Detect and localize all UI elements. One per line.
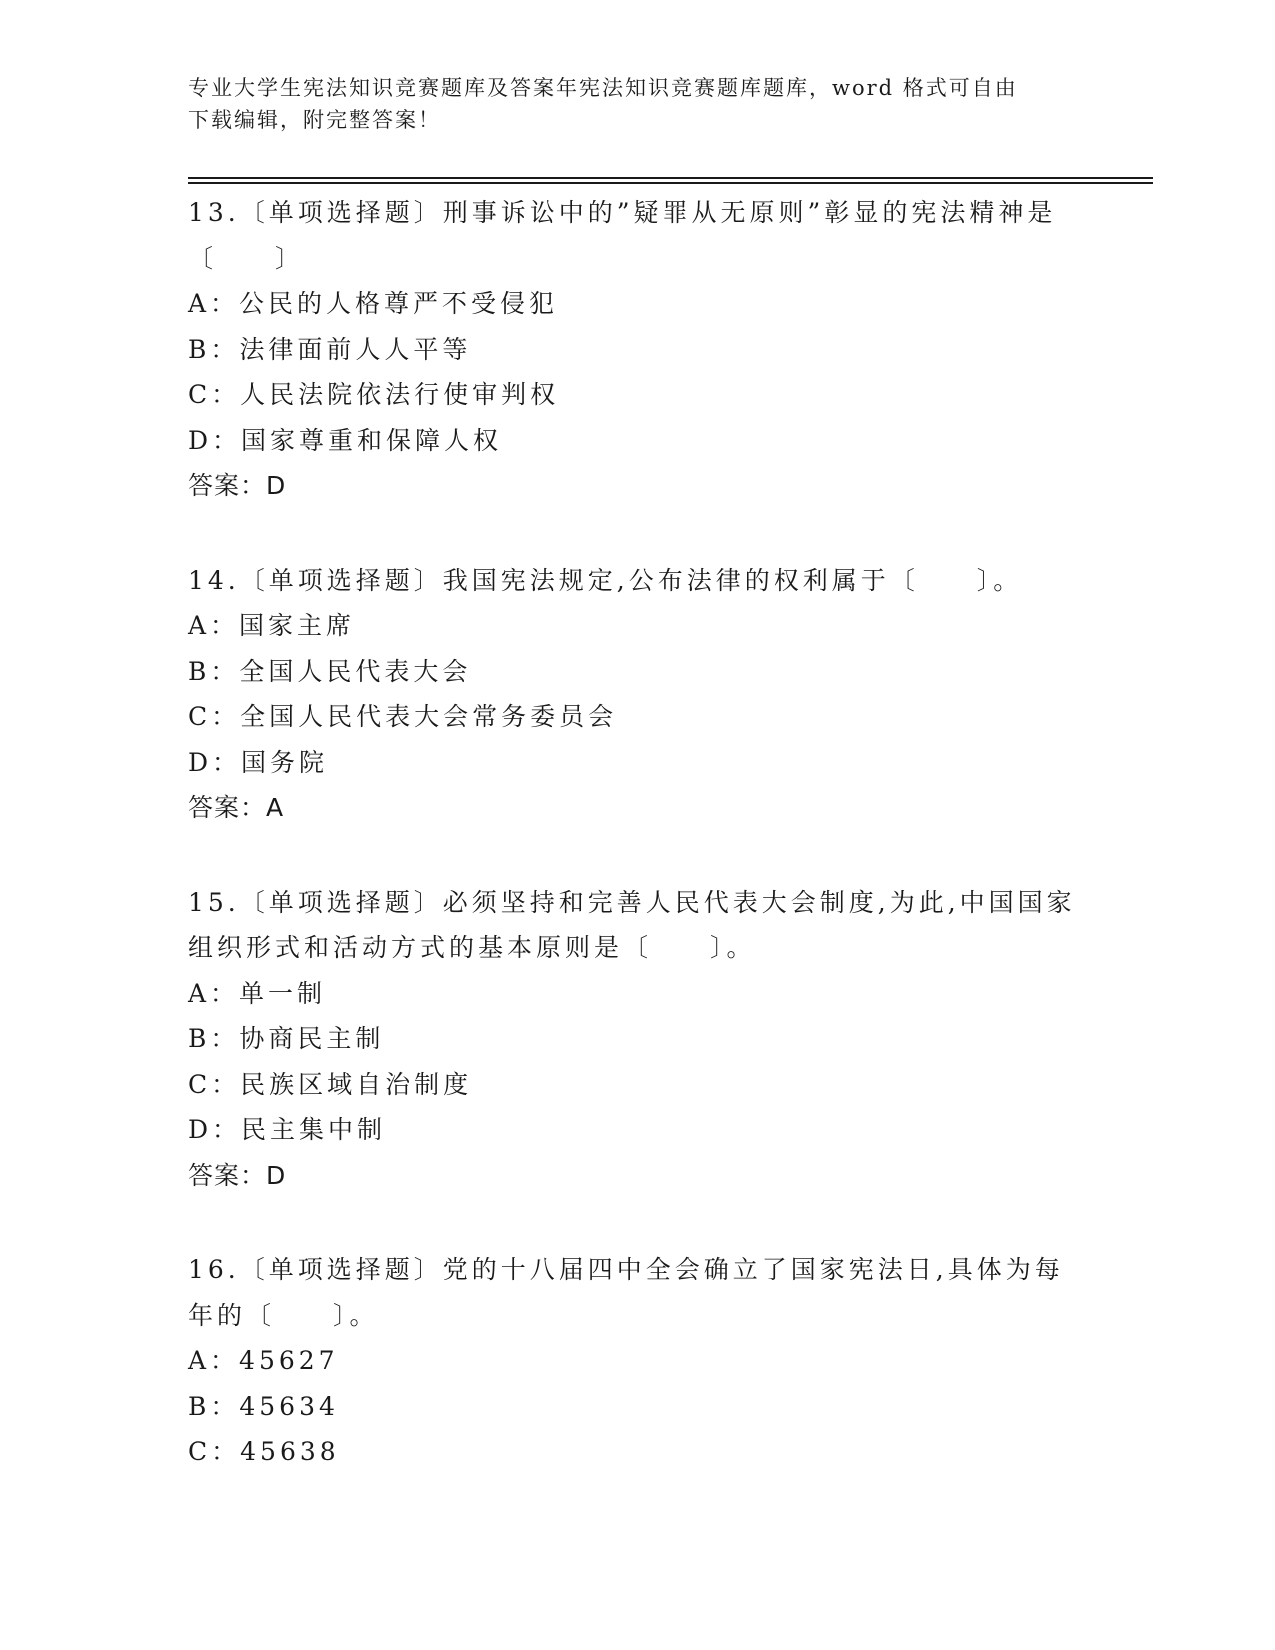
question-13-stem-line-1: 13.〔单项选择题〕刑事诉讼中的”疑罪从无原则”彰显的宪法精神是 — [188, 198, 1057, 227]
question-13-option-c: C：人民法院依法行使审判权 — [188, 380, 560, 409]
header-line-1: 专业大学生宪法知识竞赛题库及答案年宪法知识竞赛题库题库，word 格式可自由 — [188, 76, 1018, 100]
question-13-option-a: A：公民的人格尊严不受侵犯 — [188, 289, 559, 318]
question-14-stem-line-1: 14.〔单项选择题〕我国宪法规定,公布法律的权利属于〔 〕。 — [188, 565, 1023, 595]
question-13-stem-line-2: 〔 〕 — [188, 243, 305, 273]
question-15-option-c: C：民族区域自治制度 — [188, 1069, 473, 1099]
question-14 — [188, 558, 1088, 831]
question-16-stem-line-1: 16.〔单项选择题〕党的十八届四中全会确立了国家宪法日,具体为每 — [188, 1255, 1064, 1284]
question-13-answer: 答案：D — [188, 471, 287, 500]
question-16-option-b: B：45634 — [188, 1391, 339, 1421]
question-15-option-b: B：协商民主制 — [188, 1024, 385, 1053]
question-14-option-a: A：国家主席 — [188, 611, 356, 640]
question-15 — [188, 880, 1088, 1199]
question-15-stem-line-1: 15.〔单项选择题〕必须坚持和完善人民代表大会制度,为此,中国国家 — [188, 887, 1076, 917]
question-16-option-c: C：45638 — [188, 1437, 340, 1466]
question-14-option-b: B：全国人民代表大会 — [188, 656, 472, 686]
question-15-answer: 答案：D — [188, 1160, 287, 1190]
question-13-option-d: D：国家尊重和保障人权 — [188, 425, 503, 455]
question-16 — [188, 1247, 1088, 1475]
header-divider-top — [188, 177, 1153, 179]
header-divider-bottom — [188, 182, 1153, 184]
question-14-option-d: D：国务院 — [188, 747, 329, 777]
question-16-option-a: A：45627 — [188, 1346, 339, 1375]
question-list — [188, 190, 1088, 1524]
question-15-stem-line-2: 组织形式和活动方式的基本原则是〔 〕。 — [188, 933, 756, 962]
question-13-option-b: B：法律面前人人平等 — [188, 334, 472, 364]
question-14-answer: 答案：A — [188, 793, 285, 822]
question-14-option-c: C：全国人民代表大会常务委员会 — [188, 702, 618, 731]
question-16-stem-line-2: 年的〔 〕。 — [188, 1300, 379, 1330]
header-line-2: 下载编辑，附完整答案！ — [188, 108, 441, 132]
question-13 — [188, 190, 1088, 509]
document-header — [188, 72, 1088, 136]
question-15-option-a: A：单一制 — [188, 978, 327, 1008]
question-15-option-d: D：民主集中制 — [188, 1115, 387, 1144]
